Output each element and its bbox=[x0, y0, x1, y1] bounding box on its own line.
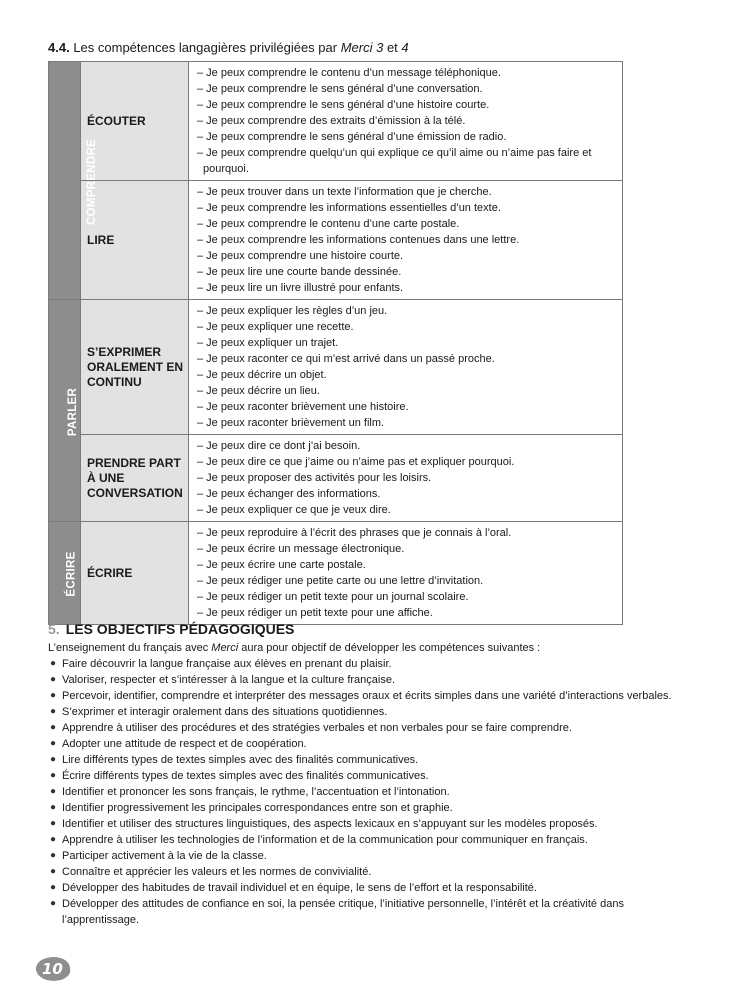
bullet-icon: ● bbox=[50, 658, 57, 669]
list-item bbox=[48, 720, 678, 736]
group-cell-comprendre bbox=[49, 62, 99, 300]
section-number: 5. bbox=[48, 621, 60, 637]
skill-cell: S’EXPRIMER ORALEMENT EN CONTINU bbox=[81, 300, 189, 435]
skill-items bbox=[189, 522, 623, 625]
bullet-icon: ● bbox=[50, 898, 57, 909]
list-item: – Je peux rédiger une petite carte ou une lettre d’invitation. bbox=[197, 575, 484, 587]
list-item: – Je peux expliquer un trajet. bbox=[197, 337, 339, 349]
section-heading-text-b: et bbox=[383, 40, 402, 55]
bullet-icon: ● bbox=[50, 722, 57, 733]
bullet-icon: ● bbox=[50, 802, 57, 813]
list-item-text: S’exprimer et interagir oralement dans des situations quotidiennes. bbox=[62, 706, 388, 718]
bullet-icon: ● bbox=[50, 850, 57, 861]
list-item-text: Adopter une attitude de respect et de coopération. bbox=[62, 738, 307, 750]
group-cell-ecrire bbox=[49, 522, 81, 625]
list-item: – Je peux comprendre le sens général d’une conversation. bbox=[197, 83, 483, 95]
skill-cell: PRENDRE PART À UNE CONVERSATION bbox=[81, 435, 189, 522]
list-item-text: Apprendre à utiliser des procédures et des stratégies verbales et non verbales pour se faire comprendre. bbox=[62, 722, 572, 734]
competences-table bbox=[48, 61, 623, 625]
page-number-text: 10 bbox=[42, 960, 63, 978]
list-item: – Je peux comprendre des extraits d’émission à la télé. bbox=[197, 115, 466, 127]
list-item-text: Valoriser, respecter et s’intéresser à la langue et la culture française. bbox=[62, 674, 396, 686]
list-item-text: Écrire différents types de textes simples avec des finalités communicatives. bbox=[62, 770, 429, 782]
intro-merci: Merci bbox=[211, 642, 239, 654]
table-row bbox=[49, 300, 623, 435]
list-item: – Je peux expliquer les règles d’un jeu. bbox=[197, 305, 388, 317]
bullet-icon: ● bbox=[50, 882, 57, 893]
objectives-list bbox=[48, 656, 678, 928]
bullet-icon: ● bbox=[50, 674, 57, 685]
skill-items bbox=[189, 181, 623, 300]
list-item-text: Connaître et apprécier les valeurs et les normes de convivialité. bbox=[62, 866, 372, 878]
list-item: – Je peux comprendre les informations essentielles d’un texte. bbox=[197, 202, 501, 214]
list-item-text: Développer des habitudes de travail individuel et en équipe, le sens de l’effort et la responsabilité. bbox=[62, 882, 537, 894]
bullet-icon: ● bbox=[50, 834, 57, 845]
skill-cell: ÉCOUTER bbox=[81, 62, 189, 181]
list-item: – Je peux expliquer ce que je veux dire. bbox=[197, 504, 391, 516]
list-item: – Je peux comprendre quelqu’un qui explique ce qu’il aime ou n’aime pas faire et pourquoi. bbox=[197, 147, 592, 175]
intro-text-b: aura pour objectif de développer les compétences suivantes : bbox=[238, 642, 541, 654]
table-row bbox=[49, 522, 623, 625]
list-item bbox=[48, 736, 678, 752]
list-item: – Je peux décrire un lieu. bbox=[197, 385, 320, 397]
list-item: – Je peux comprendre le contenu d’une carte postale. bbox=[197, 218, 460, 230]
list-item bbox=[48, 688, 678, 704]
list-item: – Je peux échanger des informations. bbox=[197, 488, 381, 500]
skill-items bbox=[189, 300, 623, 435]
group-label: ÉCRIRE bbox=[65, 551, 78, 597]
section-heading-merci3: Merci 3 bbox=[340, 40, 384, 55]
bullet-icon: ● bbox=[50, 818, 57, 829]
list-item: – Je peux lire un livre illustré pour enfants. bbox=[197, 282, 404, 294]
list-item: – Je peux dire ce que j’aime ou n’aime pas et expliquer pourquoi. bbox=[197, 456, 515, 468]
list-item: – Je peux comprendre une histoire courte. bbox=[197, 250, 404, 262]
section-heading-text-a: Les compétences langagières privilégiées par bbox=[73, 40, 341, 55]
skill-cell: LIRE bbox=[81, 181, 189, 300]
list-item: – Je peux trouver dans un texte l’information que je cherche. bbox=[197, 186, 492, 198]
page-number bbox=[36, 955, 72, 983]
list-item-text: Identifier et utiliser des structures linguistiques, des aspects lexicaux en s’appuyant sur les modèles proposés. bbox=[62, 818, 598, 830]
group-label: COMPRENDRE bbox=[86, 138, 99, 225]
group-label: PARLER bbox=[67, 387, 80, 436]
list-item: – Je peux proposer des activités pour les loisirs. bbox=[197, 472, 432, 484]
list-item-text: Percevoir, identifier, comprendre et interpréter des messages oraux et écrits simples dans une variété d’interactions verbales. bbox=[62, 690, 672, 702]
section-heading-four: 4 bbox=[401, 40, 409, 55]
list-item: – Je peux décrire un objet. bbox=[197, 369, 327, 381]
list-item: – Je peux comprendre le sens général d’une émission de radio. bbox=[197, 131, 507, 143]
list-item bbox=[48, 816, 678, 832]
list-item bbox=[48, 752, 678, 768]
list-item-text: Identifier progressivement les principales correspondances entre son et graphie. bbox=[62, 802, 453, 814]
list-item: – Je peux rédiger un petit texte pour un journal scolaire. bbox=[197, 591, 469, 603]
section-number: 4.4. bbox=[48, 40, 70, 55]
group-cell-parler bbox=[49, 300, 81, 522]
bullet-icon: ● bbox=[50, 866, 57, 877]
list-item-text: Participer activement à la vie de la classe. bbox=[62, 850, 267, 862]
list-item: – Je peux raconter ce qui m’est arrivé dans un passé proche. bbox=[197, 353, 495, 365]
bullet-icon: ● bbox=[50, 770, 57, 781]
list-item bbox=[48, 768, 678, 784]
list-item bbox=[48, 704, 678, 720]
section-heading-4-4 bbox=[48, 40, 409, 56]
list-item: – Je peux écrire un message électronique. bbox=[197, 543, 405, 555]
intro-text-a: L’enseignement du français avec bbox=[48, 642, 212, 654]
table-row bbox=[49, 181, 623, 300]
bullet-icon: ● bbox=[50, 786, 57, 797]
skill-items bbox=[189, 435, 623, 522]
list-item: – Je peux raconter brièvement une histoire. bbox=[197, 401, 409, 413]
list-item: – Je peux rédiger un petit texte pour une affiche. bbox=[197, 607, 433, 619]
skill-cell: ÉCRIRE bbox=[81, 522, 189, 625]
bullet-icon: ● bbox=[50, 706, 57, 717]
list-item: – Je peux comprendre le contenu d’un message téléphonique. bbox=[197, 67, 501, 79]
list-item bbox=[48, 784, 678, 800]
list-item bbox=[48, 880, 678, 896]
list-item: – Je peux écrire une carte postale. bbox=[197, 559, 366, 571]
section-heading-5 bbox=[48, 620, 294, 638]
list-item: – Je peux reproduire à l’écrit des phrases que je connais à l’oral. bbox=[197, 527, 512, 539]
list-item bbox=[48, 848, 678, 864]
bullet-icon: ● bbox=[50, 738, 57, 749]
list-item: – Je peux comprendre les informations contenues dans une lettre. bbox=[197, 234, 520, 246]
list-item-text: Apprendre à utiliser les technologies de l’information et de la communication pour communiquer en français. bbox=[62, 834, 588, 846]
table-row bbox=[49, 435, 623, 522]
section-intro bbox=[48, 640, 668, 656]
table-row bbox=[49, 62, 623, 181]
section-title: LES OBJECTIFS PÉDAGOGIQUES bbox=[65, 621, 295, 637]
bullet-icon: ● bbox=[50, 690, 57, 701]
list-item: – Je peux raconter brièvement un film. bbox=[197, 417, 385, 429]
list-item bbox=[48, 832, 678, 848]
bullet-icon: ● bbox=[50, 754, 57, 765]
list-item bbox=[48, 672, 678, 688]
list-item bbox=[48, 896, 678, 928]
list-item-text: Lire différents types de textes simples avec des finalités communicatives. bbox=[62, 754, 419, 766]
list-item bbox=[48, 656, 678, 672]
skill-items bbox=[189, 62, 623, 181]
list-item bbox=[48, 864, 678, 880]
list-item: – Je peux comprendre le sens général d’une histoire courte. bbox=[197, 99, 490, 111]
list-item-text: Identifier et prononcer les sons français, le rythme, l’accentuation et l’intonation. bbox=[62, 786, 450, 798]
list-item-text: Développer des attitudes de confiance en soi, la pensée critique, l’initiative personnelle, l’intérêt et la créativité dans l’apprentissage. bbox=[62, 898, 624, 926]
list-item: – Je peux expliquer une recette. bbox=[197, 321, 354, 333]
list-item: – Je peux lire une courte bande dessinée. bbox=[197, 266, 402, 278]
list-item: – Je peux dire ce dont j’ai besoin. bbox=[197, 440, 361, 452]
list-item bbox=[48, 800, 678, 816]
list-item-text: Faire découvrir la langue française aux élèves en prenant du plaisir. bbox=[62, 658, 392, 670]
